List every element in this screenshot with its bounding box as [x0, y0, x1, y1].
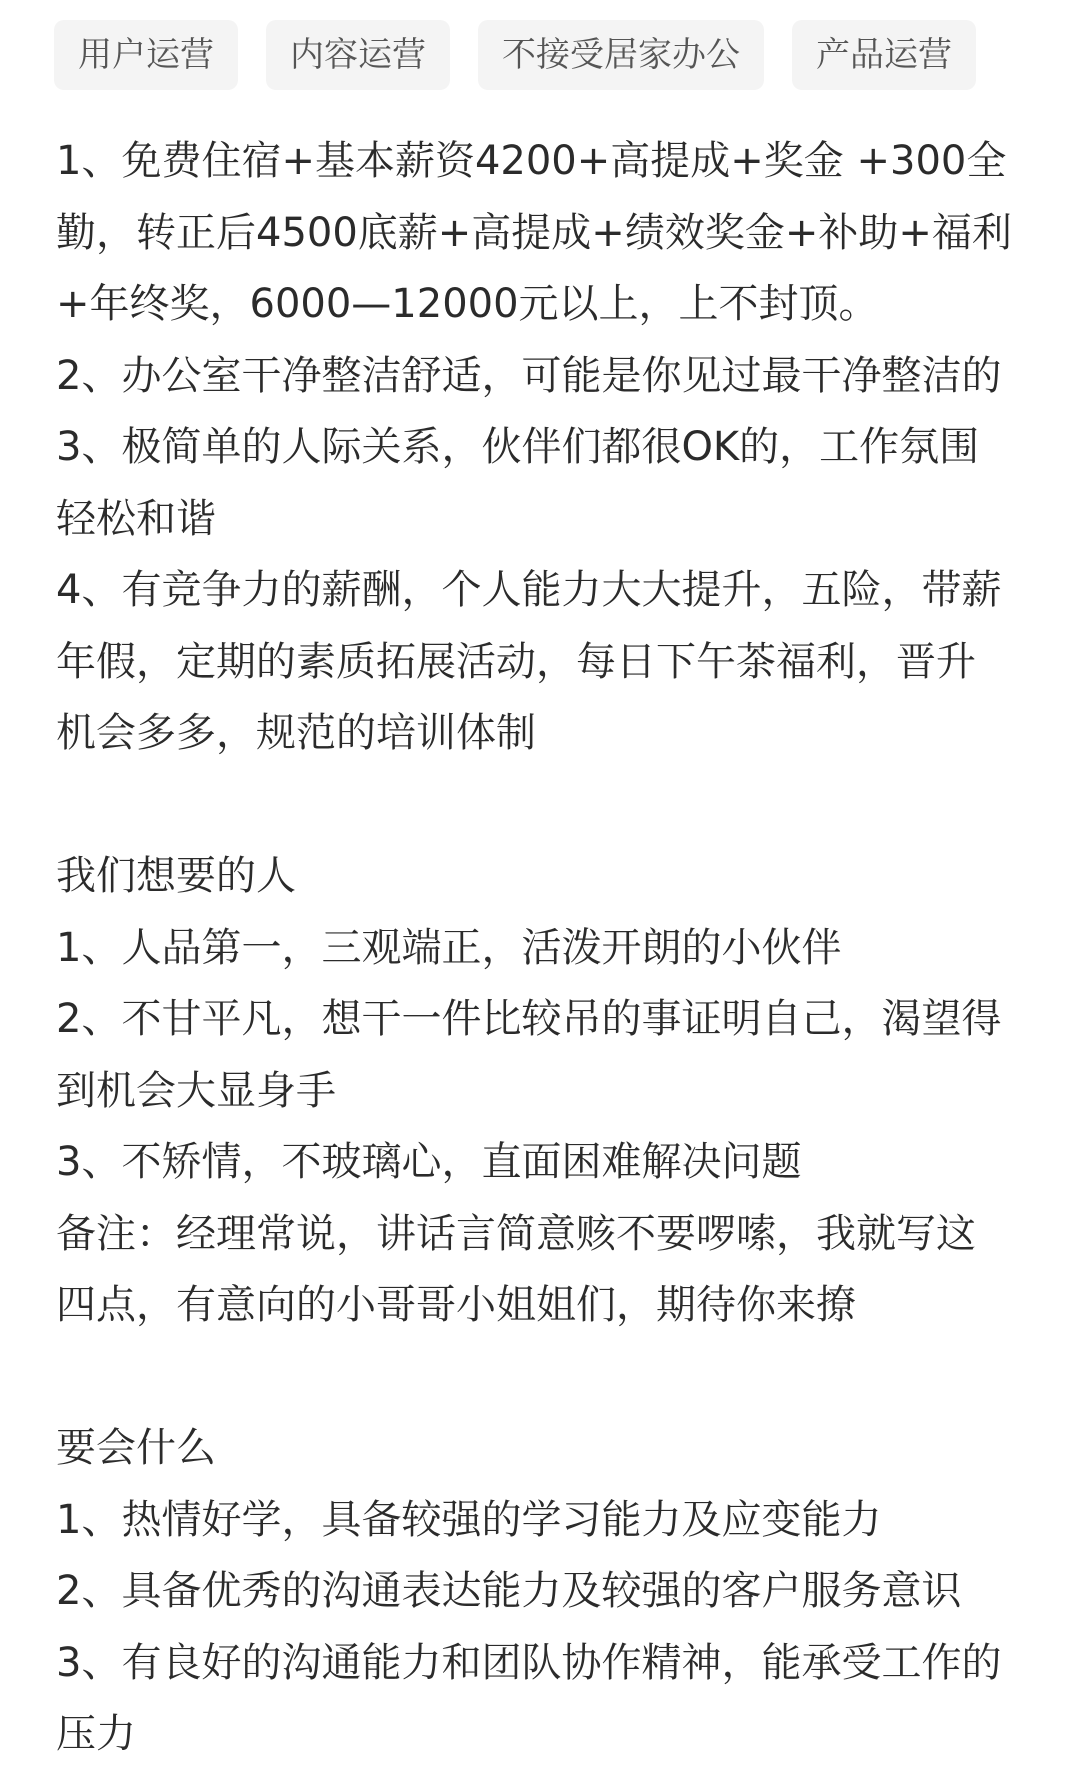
- benefit-3-line-2: 轻松和谐: [56, 495, 216, 542]
- wanted-2-line-2: 到机会大显身手: [56, 1067, 336, 1114]
- tag-content-operations[interactable]: 内容运营: [266, 20, 450, 90]
- benefit-3-line-1: 3、极简单的人际关系，伙伴们都很OK的，工作氛围: [56, 424, 980, 470]
- blank-line: [56, 1342, 1016, 1414]
- note-line-1: 备注：经理常说，讲话言简意赅不要啰嗦，我就写这: [56, 1210, 976, 1257]
- skill-3-line-2: 压力: [56, 1711, 136, 1757]
- skill-1-line-1: 1、热情好学，具备较强的学习能力及应变能力: [56, 1496, 882, 1543]
- wanted-1-line-1: 1、人品第一，三观端正，活泼开朗的小伙伴: [56, 924, 842, 971]
- blank-line: [56, 770, 1016, 842]
- skill-3-line-1: 3、有良好的沟通能力和团队协作精神，能承受工作的: [56, 1639, 1002, 1686]
- wanted-3-line-1: 3、不矫情，不玻璃心，直面困难解决问题: [56, 1139, 802, 1185]
- note-line-2: 四点，有意向的小哥哥小姐姐们，期待你来撩: [56, 1282, 856, 1328]
- benefit-4-line-2: 年假，定期的素质拓展活动，每日下午茶福利，晋升: [56, 638, 976, 685]
- job-description: [56, 126, 1016, 1771]
- benefit-1-line-2: 勤，转正后4500底薪+高提成+绩效奖金+补助+福利: [56, 209, 1012, 256]
- wanted-2-line-1: 2、不甘平凡，想干一件比较吊的事证明自己，渴望得: [56, 996, 1002, 1042]
- benefit-4-line-1: 4、有竞争力的薪酬，个人能力大大提升，五险，带薪: [56, 567, 1002, 613]
- section-heading-skills: 要会什么: [56, 1425, 216, 1471]
- section-heading-wanted: 我们想要的人: [56, 853, 296, 899]
- skill-2-line-1: 2、具备优秀的沟通表达能力及较强的客户服务意识: [56, 1568, 962, 1614]
- benefit-1-line-1: 1、免费住宿+基本薪资4200+高提成+奖金 +300全: [56, 138, 1007, 184]
- benefit-2-line-1: 2、办公室干净整洁舒适，可能是你见过最干净整洁的: [56, 352, 1002, 399]
- tag-list: [54, 20, 976, 90]
- tag-no-remote-work[interactable]: 不接受居家办公: [478, 20, 764, 90]
- tag-user-operations[interactable]: 用户运营: [54, 20, 238, 90]
- benefit-4-line-3: 机会多多，规范的培训体制: [56, 710, 536, 756]
- tag-product-operations[interactable]: 产品运营: [792, 20, 976, 90]
- benefit-1-line-3: +年终奖，6000—12000元以上，上不封顶。: [56, 281, 879, 327]
